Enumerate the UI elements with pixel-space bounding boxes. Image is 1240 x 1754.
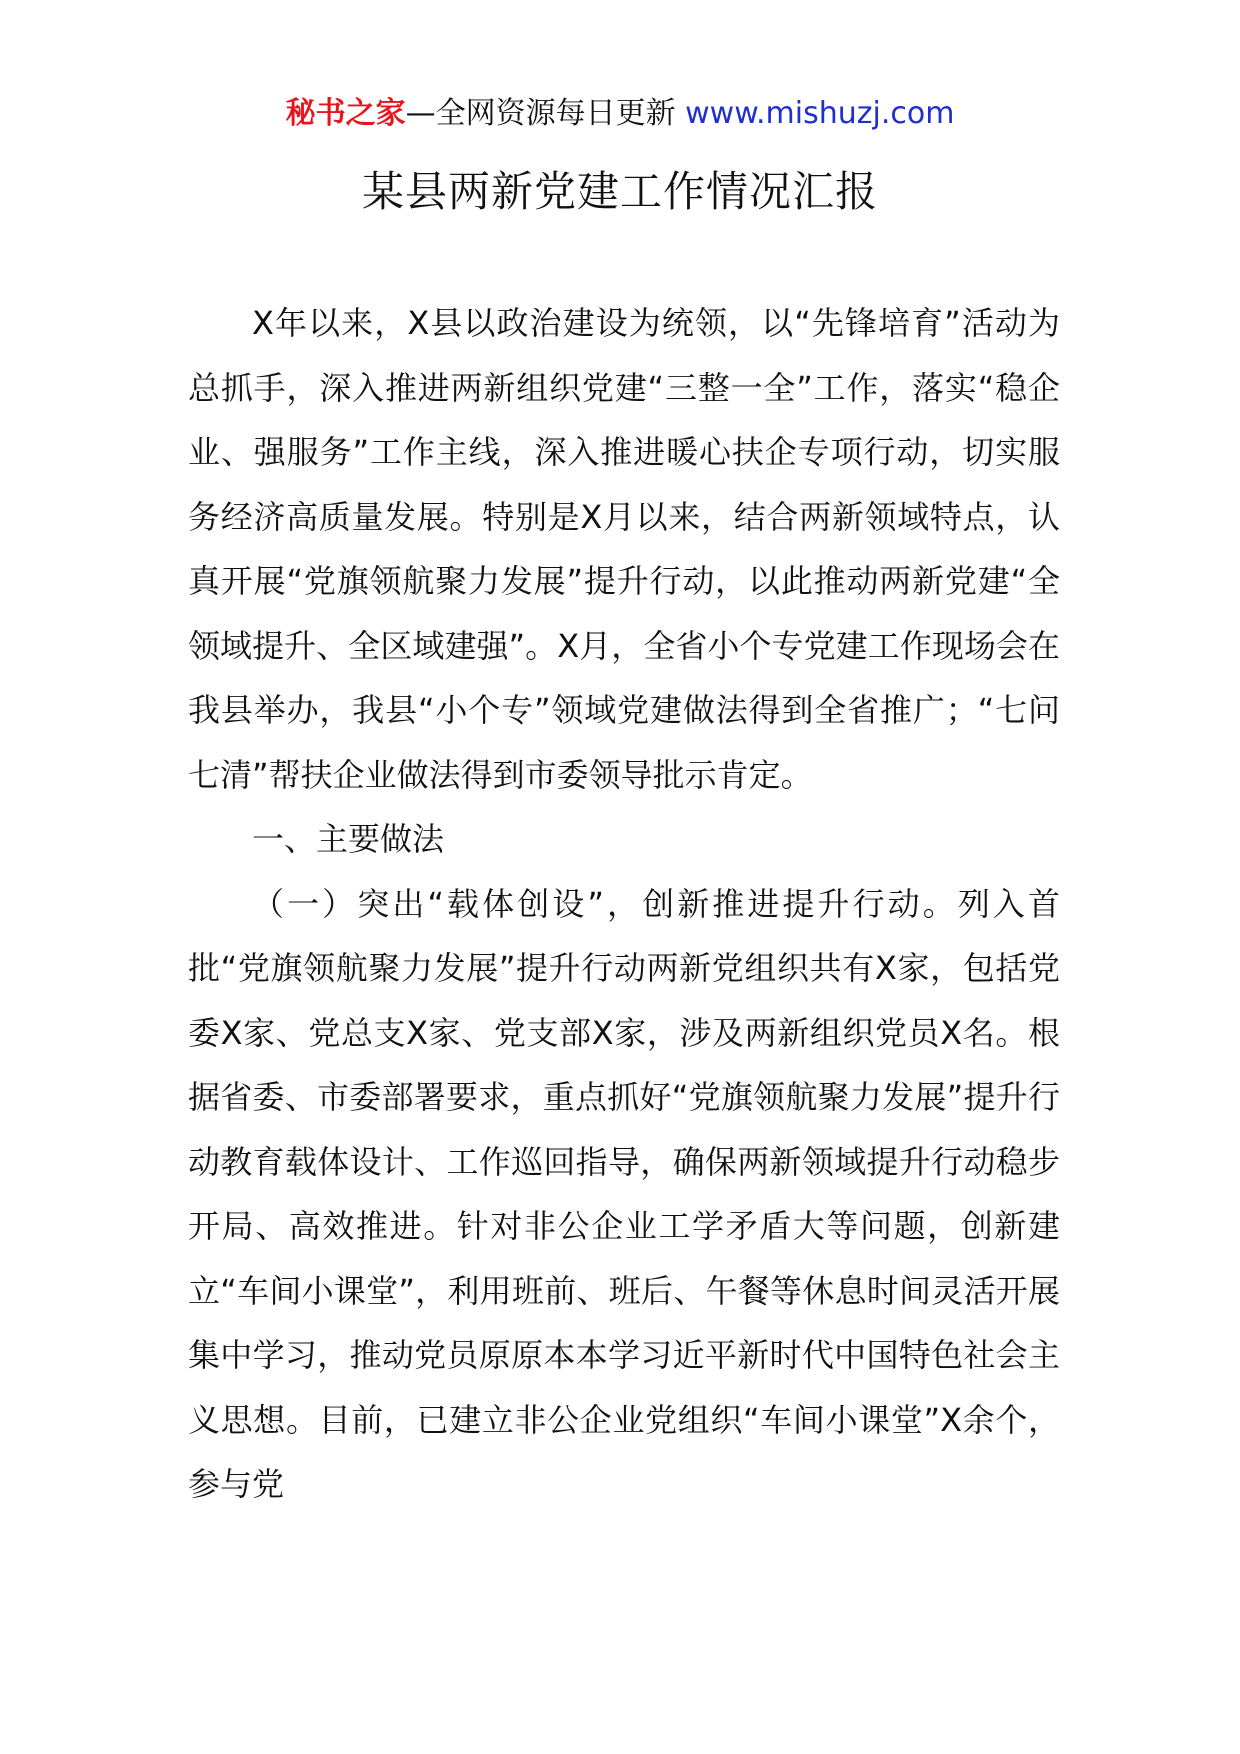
document-body [188, 291, 1060, 1517]
section-heading: 一、主要做法 [252, 820, 445, 858]
site-url-link[interactable]: www.mishuzj.com [685, 96, 955, 131]
document-title: 某县两新党建工作情况汇报 [361, 167, 878, 216]
site-tagline: —全网资源每日更新 [405, 96, 676, 131]
section-paragraph: （一）突出“载体创设”，创新推进提升行动。列入首批“党旗领航聚力发展”提升行动两新党组织共有X家，包括党委X家、党总支X家、党支部X家，涉及两新组织党员X名。根据省委、市委部署要求，重点抓好“党旗领航聚力发展”提升行动教育载体设计、工作巡回指导，确保两新领域提升行动稳步开局、高效推进。针对非公企业工学矛盾大等问题，创新建立“车间小课堂”，利用班前、班后、午餐等休息时间灵活开展集中学习，推动党员原原本本学习近平新时代中国特色社会主义思想。目前，已建立非公企业党组织“车间小课堂”X余个，参与党 [188, 884, 1060, 1503]
site-brand: 秘书之家 [285, 96, 406, 131]
intro-paragraph: X年以来，X县以政治建设为统领，以“先锋培育”活动为总抓手，深入推进两新组织党建“三整一全”工作，落实“稳企业、强服务”工作主线，深入推进暖心扶企专项行动，切实服务经济高质量发展。特别是X月以来，结合两新领域特点，认真开展“党旗领航聚力发展”提升行动，以此推动两新党建“全领域提升、全区域建强”。X月，全省小个专党建工作现场会在我县举办，我县“小个专”领域党建做法得到全省推广；“七问七清”帮扶企业做法得到市委领导批示肯定。 [188, 304, 1060, 794]
site-banner [0, 92, 1240, 136]
